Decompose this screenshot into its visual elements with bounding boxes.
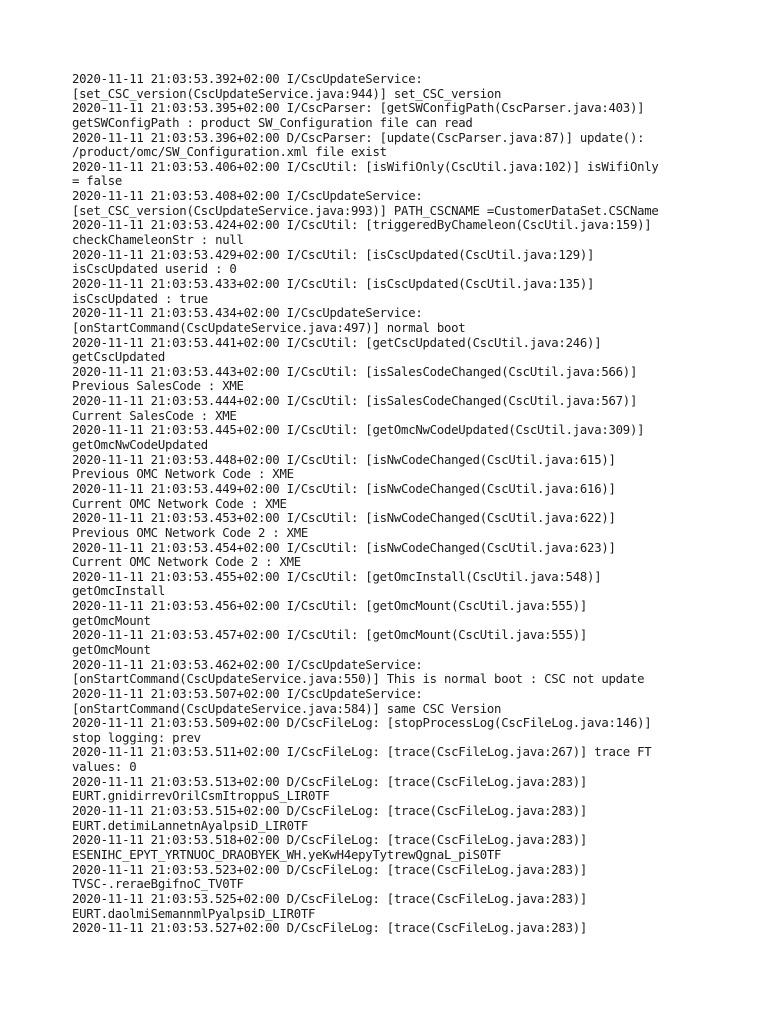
log-line: 2020-11-11 21:03:53.455+02:00 I/CscUtil: [getOmcInstall(CscUtil.java:548)] xyxy=(72,569,602,584)
log-line: Current SalesCode : XME xyxy=(72,408,237,423)
log-line: 2020-11-11 21:03:53.456+02:00 I/CscUtil: [getOmcMount(CscUtil.java:555)] xyxy=(72,599,588,614)
log-line: TVSC-.reraeBgifnoC_TV0TF xyxy=(72,877,244,892)
log-line: 2020-11-11 21:03:53.448+02:00 I/CscUtil: [isNwCodeChanged(CscUtil.java:615)] xyxy=(72,452,616,467)
log-line: 2020-11-11 21:03:53.444+02:00 I/CscUtil: [isSalesCodeChanged(CscUtil.java:567)] xyxy=(72,394,638,409)
log-line: EURT.gnidirrevOrilCsmItroppuS_LIR0TF xyxy=(72,789,330,804)
log-line: Previous OMC Network Code : XME xyxy=(72,467,294,482)
log-line: 2020-11-11 21:03:53.511+02:00 I/CscFileLog: [trace(CscFileLog.java:267)] trace FT xyxy=(72,745,652,760)
log-line: 2020-11-11 21:03:53.392+02:00 I/CscUpdateService: xyxy=(72,72,423,86)
log-line: Previous SalesCode : XME xyxy=(72,379,244,394)
log-line: 2020-11-11 21:03:53.396+02:00 D/CscParser: [update(CscParser.java:87)] update(): xyxy=(72,130,645,145)
log-line: 2020-11-11 21:03:53.515+02:00 D/CscFileLog: [trace(CscFileLog.java:283)] xyxy=(72,804,588,819)
log-line: 2020-11-11 21:03:53.449+02:00 I/CscUtil: [isNwCodeChanged(CscUtil.java:616)] xyxy=(72,481,616,496)
log-line: EURT.daolmiSemannmlPyalpsiD_LIR0TF xyxy=(72,906,316,921)
log-line: checkChameleonStr : null xyxy=(72,233,244,248)
log-line: 2020-11-11 21:03:53.457+02:00 I/CscUtil: [getOmcMount(CscUtil.java:555)] xyxy=(72,628,588,643)
log-line: 2020-11-11 21:03:53.434+02:00 I/CscUpdateService: xyxy=(72,306,423,321)
log-line: 2020-11-11 21:03:53.527+02:00 D/CscFileLog: [trace(CscFileLog.java:283)] xyxy=(72,921,588,936)
log-line: Current OMC Network Code 2 : XME xyxy=(72,555,301,570)
log-line: ESENIHC_EPYT_YRTNUOC_DRAOBYEK_WH.yeKwH4epyTytrewQgnaL_piS0TF xyxy=(72,847,502,862)
log-line: [onStartCommand(CscUpdateService.java:497)] normal boot xyxy=(72,320,466,335)
log-line: 2020-11-11 21:03:53.525+02:00 D/CscFileLog: [trace(CscFileLog.java:283)] xyxy=(72,891,588,906)
log-line: 2020-11-11 21:03:53.408+02:00 I/CscUpdateService: xyxy=(72,189,423,204)
log-line: getCscUpdated xyxy=(72,350,165,365)
log-line: values: 0 xyxy=(72,760,137,775)
log-line: getOmcNwCodeUpdated xyxy=(72,438,208,453)
log-line: 2020-11-11 21:03:53.513+02:00 D/CscFileLog: [trace(CscFileLog.java:283)] xyxy=(72,774,588,789)
log-line: 2020-11-11 21:03:53.406+02:00 I/CscUtil: [isWifiOnly(CscUtil.java:102)] isWifiOnly xyxy=(72,159,659,174)
log-line: 2020-11-11 21:03:53.445+02:00 I/CscUtil: [getOmcNwCodeUpdated(CscUtil.java:309)] xyxy=(72,423,645,438)
log-line: stop logging: prev xyxy=(72,730,201,745)
log-line: 2020-11-11 21:03:53.443+02:00 I/CscUtil: [isSalesCodeChanged(CscUtil.java:566)] xyxy=(72,364,638,379)
log-line: 2020-11-11 21:03:53.507+02:00 I/CscUpdateService: xyxy=(72,686,423,701)
log-line: isCscUpdated userid : 0 xyxy=(72,262,237,277)
log-line: /product/omc/SW_Configuration.xml file exist xyxy=(72,145,387,160)
log-line: Current OMC Network Code : XME xyxy=(72,496,287,511)
log-line: [set_CSC_version(CscUpdateService.java:993)] PATH_CSCNAME =CustomerDataSet.CSCName xyxy=(72,203,659,218)
log-line: 2020-11-11 21:03:53.454+02:00 I/CscUtil: [isNwCodeChanged(CscUtil.java:623)] xyxy=(72,540,616,555)
log-line: 2020-11-11 21:03:53.462+02:00 I/CscUpdateService: xyxy=(72,657,423,672)
log-document xyxy=(72,72,702,936)
log-line: getOmcMount xyxy=(72,613,151,628)
log-line: 2020-11-11 21:03:53.441+02:00 I/CscUtil: [getCscUpdated(CscUtil.java:246)] xyxy=(72,335,602,350)
log-line: = false xyxy=(72,174,123,189)
log-line: 2020-11-11 21:03:53.523+02:00 D/CscFileLog: [trace(CscFileLog.java:283)] xyxy=(72,862,588,877)
log-line: EURT.detimiLannetnAyalpsiD_LIR0TF xyxy=(72,818,309,833)
log-line: [onStartCommand(CscUpdateService.java:550)] This is normal boot : CSC not update xyxy=(72,672,645,687)
log-line: getOmcInstall xyxy=(72,584,165,599)
log-line: 2020-11-11 21:03:53.453+02:00 I/CscUtil: [isNwCodeChanged(CscUtil.java:622)] xyxy=(72,511,616,526)
log-line: [onStartCommand(CscUpdateService.java:584)] same CSC Version xyxy=(72,701,502,716)
log-line: 2020-11-11 21:03:53.518+02:00 D/CscFileLog: [trace(CscFileLog.java:283)] xyxy=(72,833,588,848)
log-line: 2020-11-11 21:03:53.509+02:00 D/CscFileLog: [stopProcessLog(CscFileLog.java:146)] xyxy=(72,716,652,731)
log-line: 2020-11-11 21:03:53.395+02:00 I/CscParser: [getSWConfigPath(CscParser.java:403)] xyxy=(72,101,645,116)
log-line: 2020-11-11 21:03:53.424+02:00 I/CscUtil: [triggeredByChameleon(CscUtil.java:159)] xyxy=(72,218,652,233)
log-line: isCscUpdated : true xyxy=(72,291,208,306)
log-line: [set_CSC_version(CscUpdateService.java:944)] set_CSC_version xyxy=(72,86,502,101)
log-line: getSWConfigPath : product SW_Configuration file can read xyxy=(72,115,473,130)
log-line: Previous OMC Network Code 2 : XME xyxy=(72,525,309,540)
log-line: 2020-11-11 21:03:53.429+02:00 I/CscUtil: [isCscUpdated(CscUtil.java:129)] xyxy=(72,247,595,262)
log-line: getOmcMount xyxy=(72,642,151,657)
log-line: 2020-11-11 21:03:53.433+02:00 I/CscUtil: [isCscUpdated(CscUtil.java:135)] xyxy=(72,276,595,291)
